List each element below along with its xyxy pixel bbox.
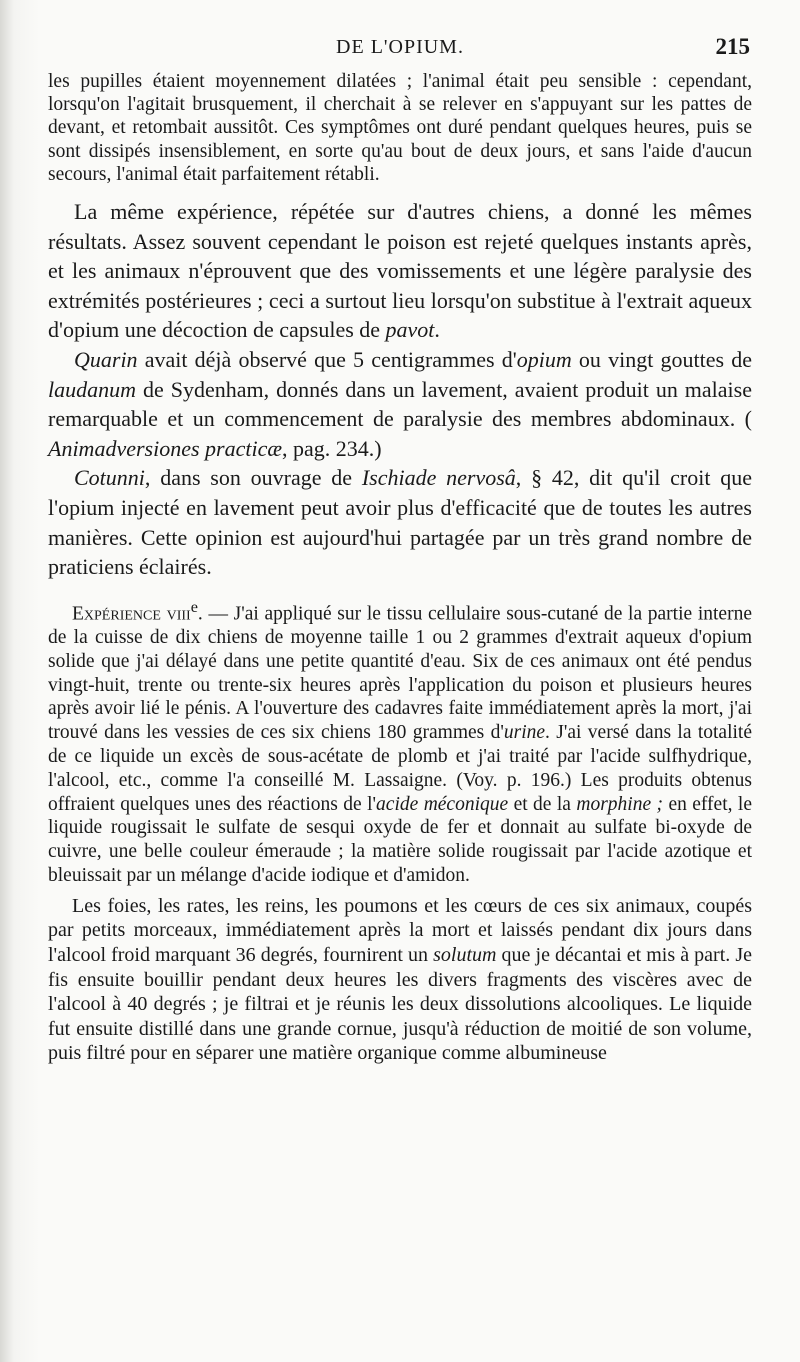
running-head [48, 36, 752, 70]
italic-opium: opium [516, 346, 572, 372]
body-text [48, 70, 752, 1066]
italic-animadversiones: Animadversiones practicæ [48, 435, 283, 461]
paragraph-meme-experience: La même expérience, répétée sur d'autres chiens, a donné les mêmes résultats. Assez souvent cependant le poison est rejeté quelques instants après, et les animaux n'éprouvent que des vomissements et une légère paralysie des extrémités postérieures ; ceci a surtout lieu lorsqu'on substitue à l'extrait aqueux d'opium une décoction de capsules de pavot. [48, 199, 752, 343]
italic-laudanum: laudanum [48, 376, 136, 402]
italic-pavot: pavot [385, 317, 435, 343]
paragraph-les-foies: Les foies, les rates, les reins, les poumons et les cœurs de ces six animaux, coupés par petits morceaux, immédiatement après la mort et laissés pendant dix jours dans l'alcool froid marquant 36 degrés, fournirent un solutum que je décantai et mis à part. Je fis ensuite bouillir pendant deux heures les divers fragments des viscères avec de l'alcool à 40 degrés ; je filtrai et je réunis les deux dissolutions alcooliques. Le liquide fut ensuite distillé dans une grande cornue, jusqu'à réduction de moitié de son volume, puis filtré pour en séparer une matière organique comme albumineuse [48, 894, 752, 1065]
paragraph-continuation: les pupilles étaient moyennement dilatées ; l'animal était peu sensible : cependant, lorsqu'on l'agitait brusquement, il cherchait à se relever en s'appuyant sur les pattes de devant, et retombait aussitôt. Ces symptômes ont duré pendant quelques heures, puis se sont dissipés insensiblement, en sorte qu'au bout de deux jours, et sans l'aide d'aucun secours, l'animal était parfaitement rétabli. [48, 71, 752, 185]
paragraph-quarin: Quarin avait déjà observé que 5 centigrammes d'opium ou vingt gouttes de laudanum de Sydenham, donnés dans un lavement, avaient produit un malaise remarquable et un commencement de paralysie des membres abdominaux. ( Animadversiones practicæ, pag. 234.) [48, 346, 753, 461]
paragraph-cotunni: Cotunni, dans son ouvrage de Ischiade nervosâ, § 42, dit qu'il croit que l'opium injecté en lavement peut avoir plus d'efficacité que de toutes les autres manières. Cette opinion est aujourd'hui partagée par un très grand nombre de praticiens éclairés. [48, 465, 752, 580]
italic-morphine: morphine ; [576, 793, 664, 815]
italic-quarin: Quarin [74, 346, 138, 372]
experience-heading: Expérience viii [72, 603, 191, 625]
italic-solutum: solutum [433, 943, 497, 966]
italic-ischiade: Ischiade nervosâ [361, 465, 516, 491]
italic-urine: urine [503, 722, 546, 744]
italic-cotunni: Cotunni [74, 465, 145, 491]
paragraph-experience-viii: Expérience viii$^e$. — J'ai appliqué sur le tissu cellulaire sous-cutané de la partie interne de la cuisse de dix chiens de moyenne taille 1 ou 2 grammes d'extrait aqueux d'opium solide que j'ai délayé dans une petite quantité d'eau. Six de ces animaux ont été pendus vingt-huit, trente ou trente-six heures après l'application du poison et plusieurs heures après avoir lié le pénis. A l'ouverture des cadavres faite immédiatement après la mort, j'ai trouvé dans les vessies de ces six chiens 180 grammes d'urine. J'ai versé dans la totalité de ce liquide un excès de sous-acétate de plomb et j'ai traité par l'acide sulfhydrique, l'alcool, etc., comme l'a conseillé M. Lassaigne. (Voy. p. 196.) Les produits obtenus offraient quelques unes des réactions de l'acide méconique et de la morphine ; en effet, le liquide rougissait le sulfate de sesqui oxyde de fer et donnait au sulfate bi-oxyde de cuivre, une belle couleur émeraude ; la matière solide rougissait par l'acide azotique et bleuissait par un mélange d'acide iodique et d'amidon. [48, 597, 752, 886]
page-number: 215 [715, 34, 750, 59]
running-title: DE L'OPIUM. [336, 36, 464, 58]
italic-acide-meconique: acide méconique [376, 793, 509, 815]
